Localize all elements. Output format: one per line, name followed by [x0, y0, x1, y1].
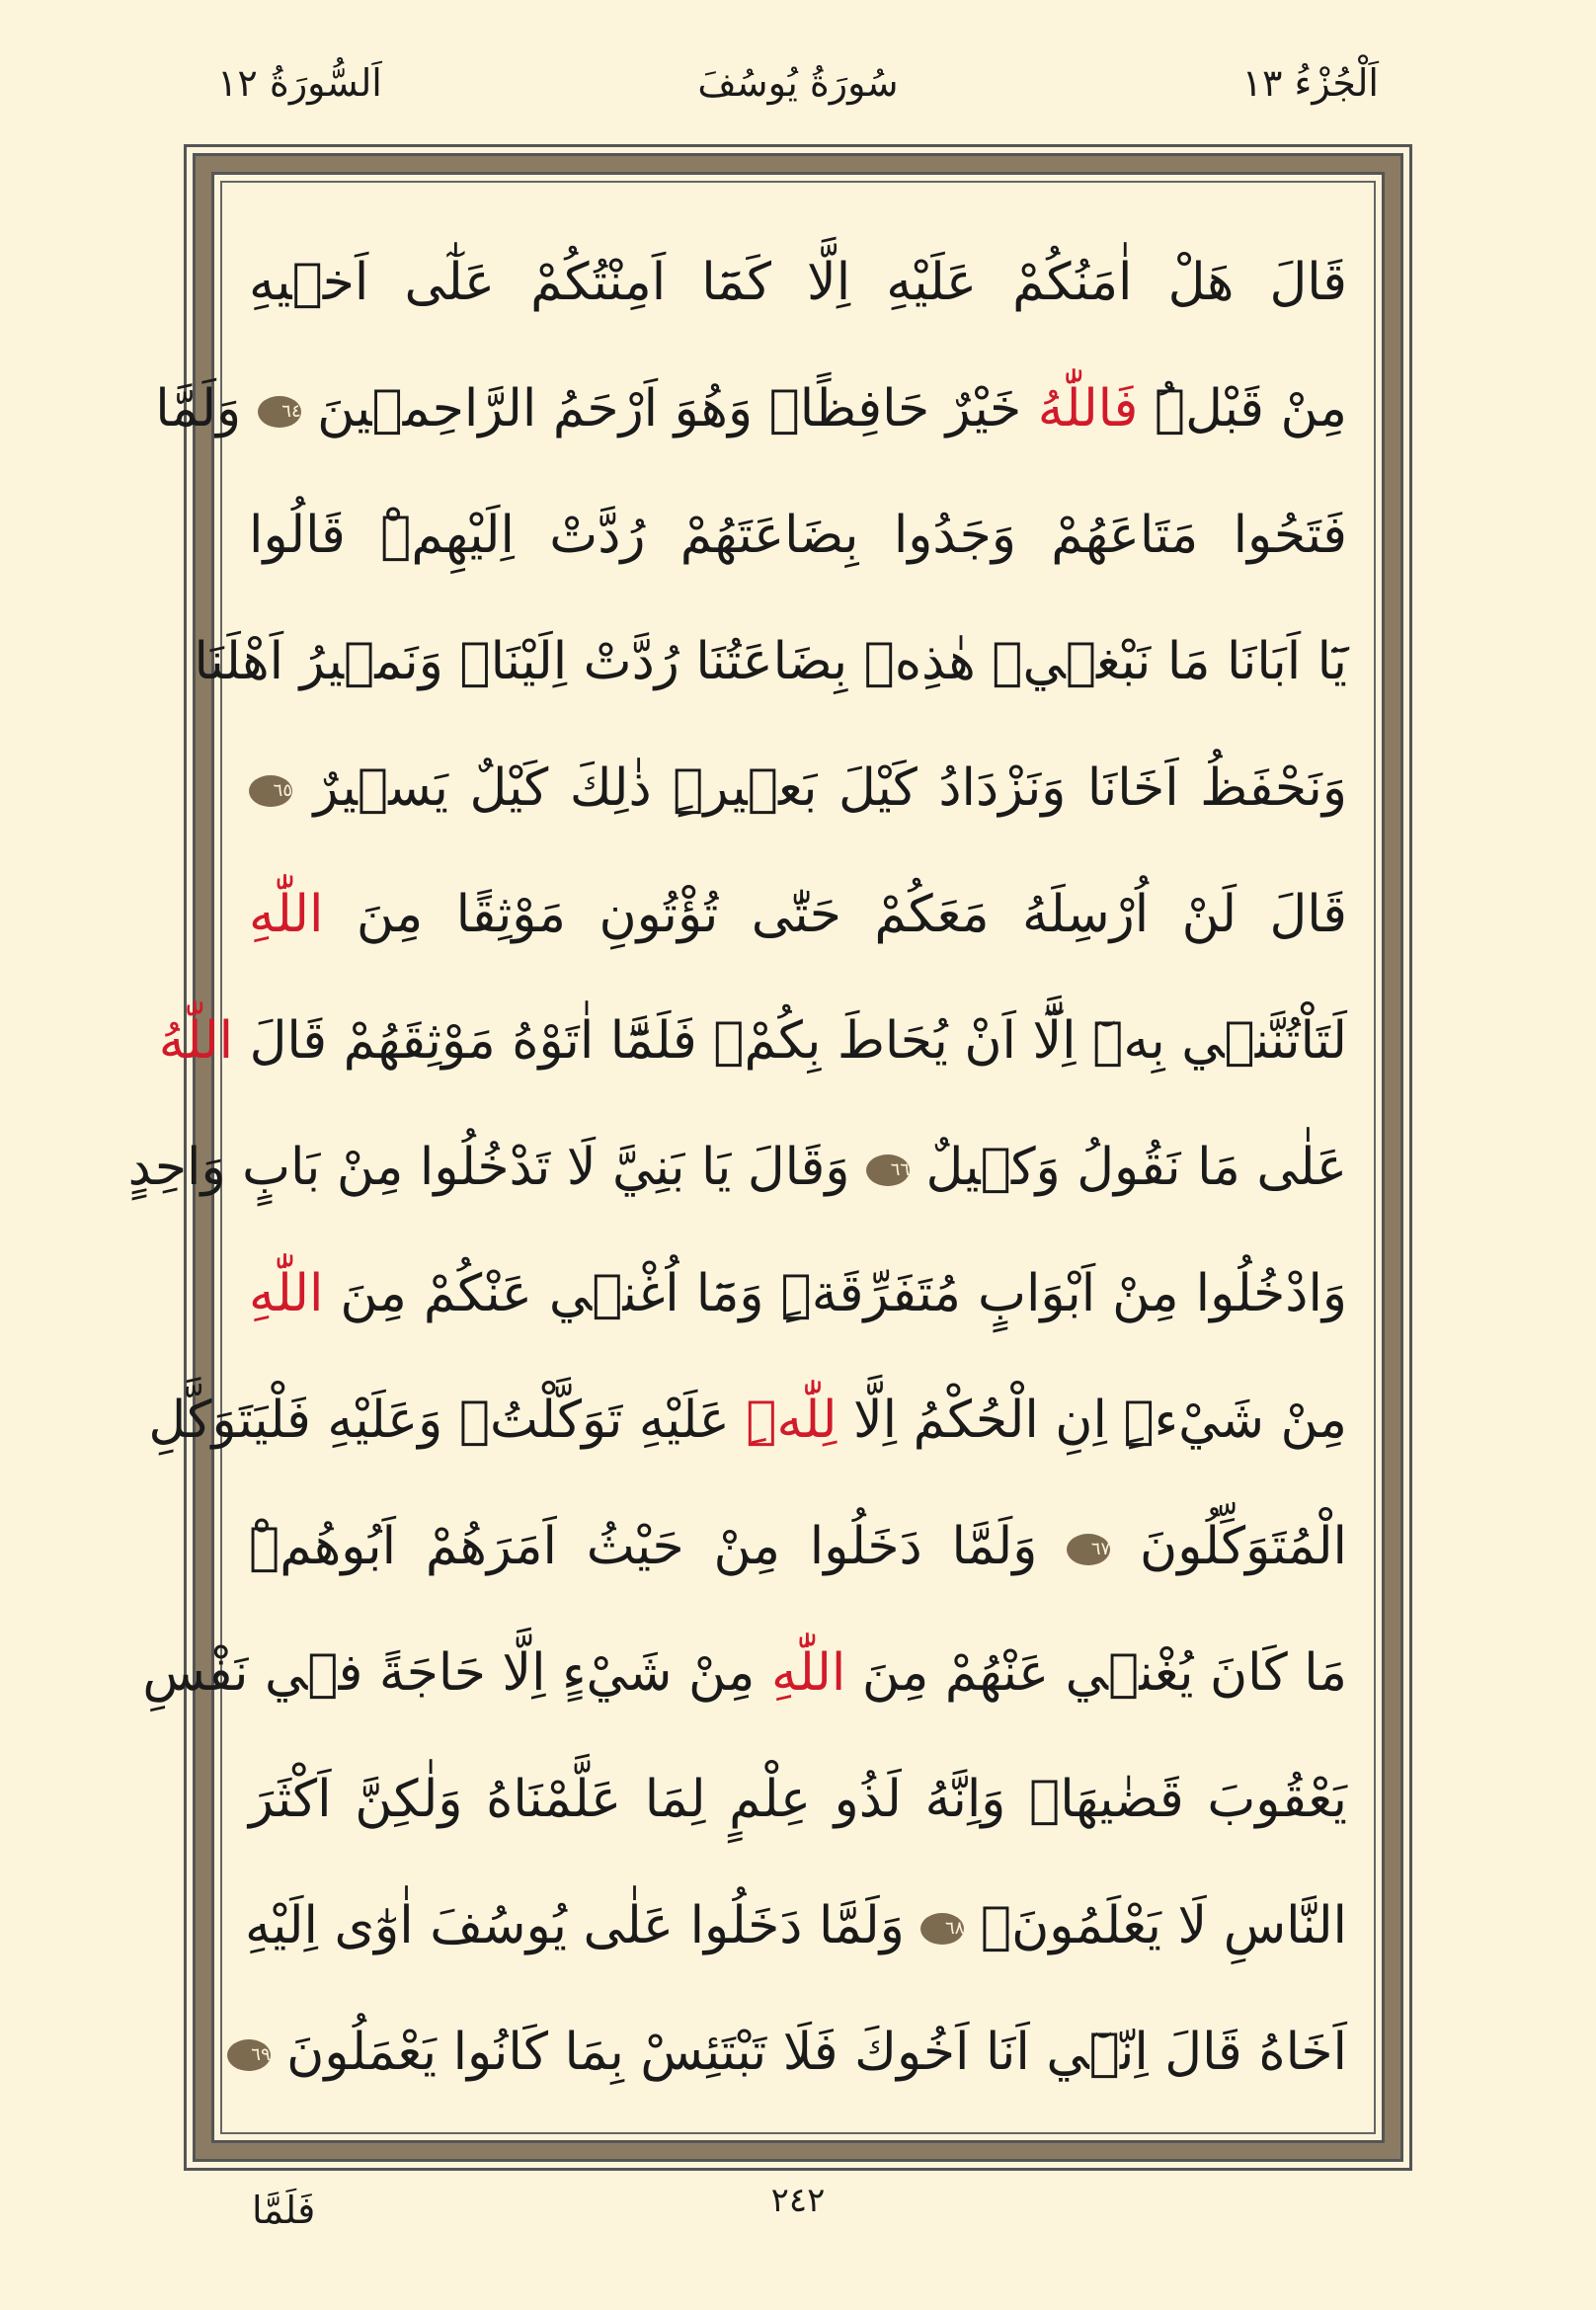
ayah-number-marker: ٦٦: [866, 1155, 910, 1186]
verse-text: وَلَمَّا دَخَلُوا عَلٰى يُوسُفَ اٰوٰٓى اِلَيْهِ: [245, 1896, 921, 1955]
text-line: [155, 346, 1347, 472]
text-line: [245, 1863, 1347, 1989]
verse-text: اَخَاهُ قَالَ اِنّ۪ٓي اَنَا اَخُوكَ فَلَا تَبْتَئِسْ بِمَا كَانُوا يَعْمَلُونَ: [270, 2023, 1347, 2082]
verse-text: مِنْ شَيْءٍ اِلَّا حَاجَةً ف۪ي نَفْسِ: [142, 1643, 771, 1703]
divine-name: فَاللّٰهُ: [1037, 379, 1139, 438]
ayah-number-marker: ٦٧: [1067, 1534, 1110, 1565]
verse-text: الْمُتَوَكِّلُونَ: [1110, 1517, 1347, 1576]
text-line: [249, 472, 1347, 598]
ayah-number-marker: ٦٨: [920, 1913, 964, 1945]
divine-name: اللّٰهِ: [249, 885, 324, 944]
verse-text: مَا كَانَ يُغْن۪ي عَنْهُمْ مِنَ: [845, 1643, 1347, 1703]
verse-text: يَعْقُوبَ قَضٰيهَاۜ وَاِنَّهُ لَذُو عِلْمٍ لِمَا عَلَّمْنَاهُ وَلٰكِنَّ اَكْثَرَ: [249, 1770, 1347, 1829]
divine-name: لِلّٰهِۜ: [746, 1391, 838, 1450]
verse-text: عَلَيْهِ تَوَكَّلْتُۚ وَعَلَيْهِ فَلْيَتَوَكَّلِ: [148, 1391, 747, 1450]
verse-text: خَيْرٌ حَافِظًاۖ وَهُوَ اَرْحَمُ الرَّاحِم۪ينَ: [300, 379, 1038, 438]
text-line: [194, 598, 1347, 725]
text-line: [127, 1104, 1347, 1231]
page-number: ٢٤٢: [770, 2181, 826, 2220]
text-line: [249, 1736, 1347, 1863]
divine-name: اللّٰهِ: [249, 1264, 324, 1323]
verse-text: عَلٰى مَا نَقُولُ وَك۪يلٌ: [910, 1138, 1347, 1197]
ayah-number-marker: ٦٤: [258, 396, 301, 428]
ayah-number-marker: ٦٩: [227, 2039, 271, 2071]
page-header: [0, 61, 1596, 140]
verse-text: وَلَمَّا: [155, 379, 258, 438]
divine-name: اللّٰهِ: [770, 1643, 846, 1703]
text-line: [249, 725, 1347, 851]
quran-text-block: [127, 219, 1347, 2115]
verse-text: وَادْخُلُوا مِنْ اَبْوَابٍ مُتَفَرِّقَةٍۜ وَمَٓا اُغْن۪ي عَنْكُمْ مِنَ: [323, 1264, 1347, 1323]
text-line: [249, 219, 1347, 346]
verse-text: يَٓا اَبَانَا مَا نَبْغ۪يۜ هٰذِه۪ بِضَاعَتُنَا رُدَّتْ اِلَيْنَاۚ وَنَم۪يرُ اَهْلَنَا: [194, 632, 1347, 691]
text-line: [249, 1989, 1347, 2115]
surah-title: سُورَةُ يُوسُفَ: [697, 61, 899, 105]
ayah-number-marker: ٦٥: [249, 775, 292, 807]
text-line: [148, 1357, 1347, 1483]
text-line: [158, 978, 1347, 1104]
text-line: [142, 1610, 1347, 1736]
verse-text: مِنْ شَيْءٍۜ اِنِ الْحُكْمُ اِلَّا: [837, 1391, 1347, 1450]
catchword: فَلَمَّا: [252, 2189, 316, 2232]
verse-text: وَقَالَ يَا بَنِيَّ لَا تَدْخُلُوا مِنْ بَابٍ وَاحِدٍ: [127, 1138, 867, 1197]
verse-text: وَنَحْفَظُ اَخَانَا وَنَزْدَادُ كَيْلَ بَع۪يرٍۜ ذٰلِكَ كَيْلٌ يَس۪يرٌ: [292, 758, 1347, 818]
verse-text: وَلَمَّا دَخَلُوا مِنْ حَيْثُ اَمَرَهُمْ اَبُوهُمْۜ: [249, 1517, 1068, 1576]
verse-text: قَالَ هَلْ اٰمَنُكُمْ عَلَيْهِ اِلَّا كَمَٓا اَمِنْتُكُمْ عَلٰٓى اَخ۪يهِ: [249, 253, 1347, 312]
text-line: [249, 1231, 1347, 1357]
divine-name: اللّٰهُ: [158, 1011, 234, 1071]
verse-text: لَتَاْتُنَّن۪ي بِه۪ٓ اِلَّٓا اَنْ يُحَاطَ بِكُمْۚ فَلَمَّٓا اٰتَوْهُ مَوْثِقَهُمْ قَالَ: [233, 1011, 1347, 1071]
verse-text: مِنْ قَبْلُۜ: [1138, 379, 1347, 438]
verse-text: قَالَ لَنْ اُرْسِلَهُ مَعَكُمْ حَتّٰى تُؤْتُونِ مَوْثِقًا مِنَ: [323, 885, 1347, 944]
verse-text: فَتَحُوا مَتَاعَهُمْ وَجَدُوا بِضَاعَتَهُمْ رُدَّتْ اِلَيْهِمْۜ قَالُوا: [249, 506, 1347, 565]
text-line: [249, 1483, 1347, 1610]
text-line: [249, 851, 1347, 978]
surah-number-label: اَلسُّورَةُ ١٢: [217, 61, 382, 105]
verse-text: النَّاسِ لَا يَعْلَمُونَ۟: [964, 1896, 1347, 1955]
juz-label: اَلْجُزْءُ ١٣: [1241, 61, 1379, 105]
